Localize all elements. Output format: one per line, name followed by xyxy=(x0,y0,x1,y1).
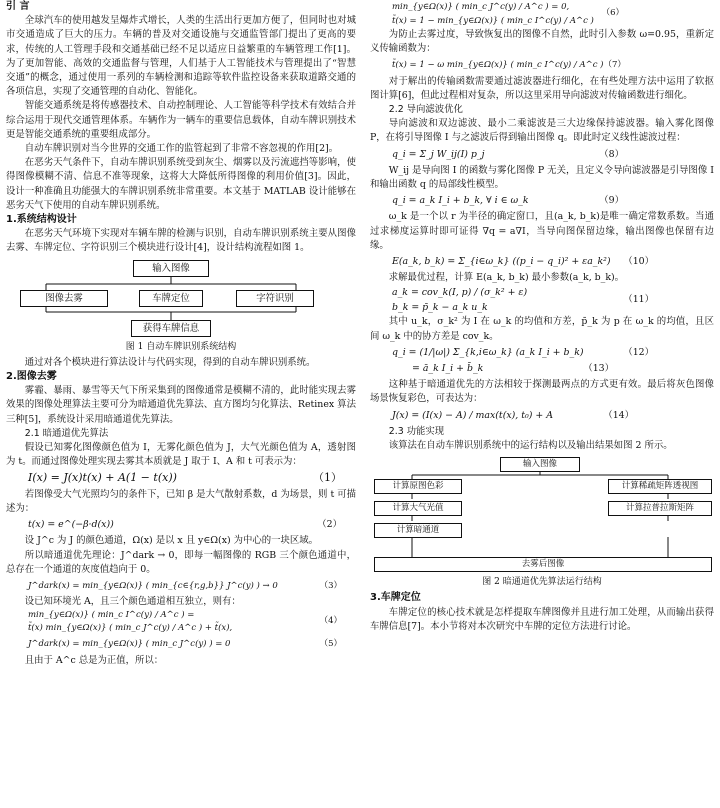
section-1-paragraph-1: 在恶劣天气环境下实现对车辆车牌的检测与识别，自动车牌识别系统主要从图像去雾、车牌定位、字符识别三个模块进行设计[4]，设计结构流程如图 1。 xyxy=(6,228,356,254)
equation-12-formula: q_i = (1/|ω|) Σ_{k,i∈ω_k} (a_k I_i + b_k) xyxy=(392,346,584,358)
equation-2 xyxy=(6,518,356,532)
fig2-dark-channel-box: 计算暗通道 xyxy=(374,523,462,538)
equation-5 xyxy=(6,637,356,651)
paragraph-after-eq5: 且由于 A^c 总是为正值，所以： xyxy=(24,654,164,666)
equation-5-number: （5） xyxy=(319,639,342,650)
right-paragraph-7: 其中 u_k，σ_k² 为 I 在 ω_k 的均值和方差，p̄_k 为 p 在 ω_k 的均值，且区间 ω_k 中的协方差是 cov_k。 xyxy=(370,316,714,342)
equation-4-line-1: min_{y∈Ω(x)} ( min_c I^c(y) / A^c ) = xyxy=(28,610,195,621)
equation-3-number: （3） xyxy=(319,580,342,591)
equation-7-number: （7） xyxy=(603,60,626,71)
equation-6-number: （6） xyxy=(601,8,624,18)
equation-9-number: （9） xyxy=(599,195,624,207)
right-paragraph-4: W_ij 是导向图 I 的函数与雾化图像 P 无关，且定义令导向滤波器是引导图像 I 和输出函数 q 的局部线性模型。 xyxy=(370,164,714,191)
section-2-1-heading: 2.1 暗通道优先算法 xyxy=(24,427,109,439)
equation-4-number: （4） xyxy=(319,616,342,627)
equation-12 xyxy=(370,346,714,360)
equation-8 xyxy=(370,148,714,162)
equation-7-formula: t̃(x) = 1 − ω min_{y∈Ω(x)} ( min_c I^c(y) / A^c ) xyxy=(392,60,604,71)
equation-11-number: （11） xyxy=(623,294,654,306)
equation-3 xyxy=(6,579,356,593)
fig1-recog-box: 字符识别 xyxy=(236,290,314,307)
fig2-laplacian-box: 计算拉普拉斯矩阵 xyxy=(608,501,712,516)
equation-10-formula: E(a_k, b_k) = Σ_{i∈ω_k} ((p_i − q_i)² + εa_k²) xyxy=(392,256,611,268)
section-2-paragraph-1: 雾霾、暴雨、暴雪等天气下所采集到的图像通常是模糊不清的，此时能实现去雾效果的图像处理算法主要可分为暗通道优先算法、直方图均匀化算法、Retinex 算法三种[5]，系统设计采用暗通道优先算法。 xyxy=(6,385,356,425)
equation-3-formula: J^dark(x) = min_{y∈Ω(x)} ( min_{c∈{r,g,b}} J^c(y) ) → 0 xyxy=(28,580,278,591)
right-column xyxy=(370,0,714,634)
section-3-heading: 3.车牌定位 xyxy=(370,592,421,604)
figure-1-diagram xyxy=(6,260,356,338)
right-paragraph-6: 求解最优过程，计算 E(a_k, b_k) 最小参数(a_k, b_k)。 xyxy=(388,272,625,284)
equation-11 xyxy=(370,285,714,315)
figure-2-caption: 图 2 暗通道优先算法运行结构 xyxy=(482,577,602,588)
equation-2-formula: t(x) = e^(−β·d(x)) xyxy=(28,519,114,531)
right-paragraph-2: 对于解出的传输函数需要通过滤波器进行细化，在有些处理方法中运用了软抠图计算[6]，但此过程相对复杂，所以这里采用导向滤波对传输函数进行细化。 xyxy=(370,75,714,101)
equation-4 xyxy=(6,609,356,635)
paragraph-after-eq3: 设已知环境光 A，且三个颜色通道相互独立，则有： xyxy=(24,596,241,608)
intro-paragraph-3: 自动车牌识别对当今世界的交通工作的监管起到了非常不容忽视的作用[2]。 xyxy=(24,143,339,155)
equation-11-line-2: b_k = p̄_k − a_k u_k xyxy=(392,302,488,314)
intro-heading: 引 言 xyxy=(6,1,30,12)
right-paragraph-5: ω_k 是一个以 r 为半径的确定窗口，且(a_k, b_k)是唯一确定常数系数。当通过求梯度运算时即可证得 ∇q = a∇I，当导向图保留边缘，输出图像也保留有边缘。 xyxy=(370,211,714,251)
figure-2-diagram xyxy=(370,457,714,573)
figure-1-caption: 图 1 自动车牌识别系统结构 xyxy=(125,341,237,352)
equation-10-number: （10） xyxy=(623,256,654,268)
equation-13 xyxy=(370,362,714,376)
equation-14-formula: J(x) = (I(x) − A) / max(t(x), t₀) + A xyxy=(392,409,554,421)
equation-14-number: （14） xyxy=(603,409,634,421)
equation-14 xyxy=(370,409,714,423)
fig1-dehaze-box: 图像去雾 xyxy=(20,290,108,307)
equation-6-line-2: t̃(x) = 1 − min_{y∈Ω(x)} ( min_c I^c(y) / A^c ) xyxy=(392,16,594,26)
section-2-2-heading: 2.2 导向滤波优化 xyxy=(388,104,463,116)
fig2-input-box: 输入图像 xyxy=(500,457,580,472)
left-column xyxy=(6,0,356,668)
fig1-locate-box: 车牌定位 xyxy=(139,290,203,307)
intro-paragraph-1: 全球汽车的使用越发呈爆炸式增长，人类的生活出行更加方便了，但同时也对城市交通造成了巨大的压力。车辆的普及对交通设施与交通监管部门提出了更高的要求，传统的人工管理手段和交通基础已经不足以适应日益繁重的车辆管理工作[1]。为了更加智能、高效的交通监督与管理，人们基于人工智能技术与管理提出了“智慧交通”的概念，通过使用一系列的车辆检测和追踪等软件监控设备来获取道路交通的各项信息，实现了交通管理的自动化、智能化。 xyxy=(6,15,356,98)
equation-1-number: （1） xyxy=(313,471,342,485)
equation-9-formula: q_i = a_k I_i + b_k, ∀ i ∈ ω_k xyxy=(392,195,529,207)
equation-13-formula: = ā_k I_i + b̄_k xyxy=(412,363,484,375)
fig2-orig-color-box: 计算原图色彩 xyxy=(374,479,462,494)
fig1-input-box: 输入图像 xyxy=(133,260,209,277)
section-1-paragraph-2: 通过对各个模块进行算法设计与代码实现，得到的自动车牌识别系统。 xyxy=(24,356,316,368)
intro-paragraph-2: 智能交通系统是将传感器技术、自动控制理论、人工智能等科学技术有效结合并综合运用于现代交通管理体系。车辆作为一辆车的重要信息载体，自动车牌识别技术更是智能交通系统的重要组成部分。 xyxy=(6,100,356,140)
equation-4-line-2: t̃(x) min_{y∈Ω(x)} ( min_c J^c(y) / A^c ) + t̃(x), xyxy=(28,623,233,634)
equation-5-formula: J^dark(x) = min_{y∈Ω(x)} ( min_c J^c(y) ) = 0 xyxy=(28,639,231,650)
equation-8-formula: q_i = Σ_j W_ij(I) p_j xyxy=(392,148,485,160)
equation-10 xyxy=(370,255,714,269)
fig2-output-box: 去雾后图像 xyxy=(374,557,712,572)
fig2-sparse-matrix-box: 计算稀疏矩阵透视图 xyxy=(608,479,712,494)
paragraph-dark-channel: 所以暗通道优先理论：J^dark → 0，即每一幅图像的 RGB 三个颜色通道中，总存在一个通道的灰度值趋向于 0。 xyxy=(6,549,356,575)
right-paragraph-8: 这种基于暗通道优先的方法相较于探测最两点的方式更有效。最后将灰色图像场景恢复彩色，可表达为： xyxy=(370,379,714,405)
right-paragraph-10: 车牌定位的核心技术就是怎样提取车牌图像并且进行加工处理，从而输出获得车牌信息[7]。本小节将对本次研究中车牌的定位方法进行讨论。 xyxy=(370,606,714,632)
section-2-3-heading: 2.3 功能实现 xyxy=(388,425,445,437)
equation-6 xyxy=(370,0,714,28)
equation-11-line-1: a_k = cov_k(I, p) / (σ_k² + ε) xyxy=(392,287,528,299)
equation-9 xyxy=(370,194,714,208)
equation-7 xyxy=(370,58,714,72)
equation-1-formula: I(x) = J(x)t(x) + A(1 − t(x)) xyxy=(28,471,177,485)
paragraph-after-eq1: 若图像受大气光照均匀的条件下，已知 β 是大气散射系数，d 为场景，则 t 可描述为： xyxy=(6,488,356,514)
fig2-atmospheric-light-box: 计算大气光值 xyxy=(374,501,462,516)
equation-13-number: （13） xyxy=(583,363,614,375)
equation-6-line-1: min_{y∈Ω(x)} ( min_c J^c(y) / A^c ) = 0, xyxy=(392,2,570,12)
section-1-heading: 1.系统结构设计 xyxy=(6,214,77,226)
fig1-output-box: 获得车牌信息 xyxy=(131,320,211,337)
equation-1 xyxy=(6,471,356,485)
right-paragraph-9: 该算法在自动车牌识别系统中的运行结构以及输出结果如图 2 所示。 xyxy=(388,440,673,452)
paragraph-after-eq2: 设 J^c 为 J 的颜色通道，Ω(x) 是以 x 且 y∈Ω(x) 为中心的一块区域。 xyxy=(24,535,319,547)
right-paragraph-1: 为防止去雾过度，导致恢复出的图像不自然，此时引入参数 ω=0.95，重新定义传输函数为： xyxy=(370,29,714,55)
equation-8-number: （8） xyxy=(599,148,624,160)
right-paragraph-3: 导向滤波和双边滤波、最小二乘滤波是三大边缘保持滤波器。输入雾化图像 P，在将引导图像 I 与之滤波后得到输出图像 q。即此时定义线性滤波过程： xyxy=(370,118,714,144)
intro-paragraph-4: 在恶劣天气条件下，自动车牌识别系统受到灰尘、烟雾以及污流遮挡等影响，使得图像模糊不清、信息不准等现象，这将大大降低所得图像的利用价值[3]。因此，设计一种准确且功能强大的车牌识别系统非常重要。本文基于 MATLAB 设计能够在恶劣天气下使用的自动车牌识别系统。 xyxy=(6,157,356,211)
equation-12-number: （12） xyxy=(623,346,654,358)
section-2-heading: 2.图像去雾 xyxy=(6,371,57,383)
section-2-1-paragraph-1: 假设已知雾化图像颜色值为 I，无雾化颜色值为 J，大气光颜色值为 A，透射图为 t。而通过图像处理实现去雾其本质就是 J 取于 I、A 和 t 可表示为： xyxy=(6,442,356,468)
equation-2-number: （2） xyxy=(317,519,342,531)
